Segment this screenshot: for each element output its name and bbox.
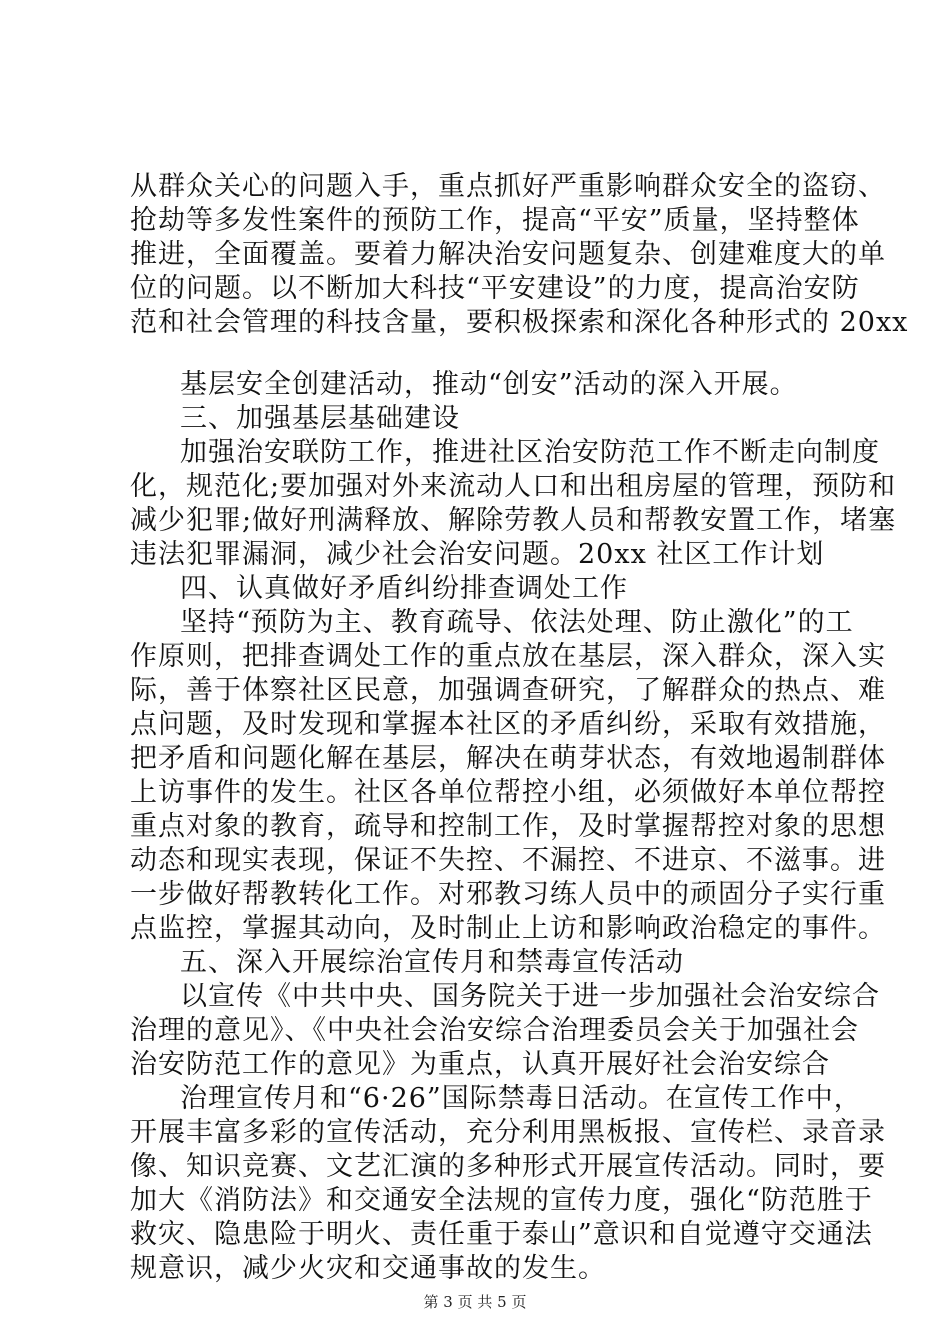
text-line: 重点对象的教育，疏导和控制工作，及时掌握帮控对象的思想	[130, 811, 886, 842]
text-line: 抢劫等多发性案件的预防工作，提高“平安”质量，坚持整体	[130, 205, 860, 236]
text-line: 加大《消防法》和交通安全法规的宣传力度，强化“防范胜于	[130, 1185, 873, 1216]
text-line: 点问题，及时发现和掌握本社区的矛盾纠纷，采取有效措施，	[130, 709, 886, 740]
text-line: 基层安全创建活动，推动“创安”活动的深入开展。	[180, 369, 798, 400]
text-line: 开展丰富多彩的宣传活动，充分利用黑板报、宣传栏、录音录	[130, 1117, 886, 1148]
page-footer: 第 3 页 共 5 页	[423, 1293, 527, 1311]
paragraph-start: 加强治安联防工作，推进社区治安防范工作不断走向制度	[180, 437, 880, 468]
text-line: 上访事件的发生。社区各单位帮控小组，必须做好本单位帮控	[130, 777, 886, 808]
section-heading: 三、加强基层基础建设	[180, 403, 460, 434]
paragraph-start: 坚持“预防为主、教育疏导、依法处理、防止激化”的工	[180, 607, 854, 638]
section-heading: 五、深入开展综治宣传月和禁毒宣传活动	[180, 947, 684, 978]
text-line: 际，善于体察社区民意，加强调查研究，了解群众的热点、难	[130, 675, 886, 706]
text-line: 救灾、隐患险于明火、责任重于泰山”意识和自觉遵守交通法	[130, 1219, 873, 1250]
text-line: 从群众关心的问题入手，重点抓好严重影响群众安全的盗窃、	[130, 171, 886, 202]
text-line: 点监控，掌握其动向，及时制止上访和影响政治稳定的事件。	[130, 913, 886, 944]
text-line: 动态和现实表现，保证不失控、不漏控、不进京、不滋事。进	[130, 845, 886, 876]
text-line: 化，规范化;要加强对外来流动人口和出租房屋的管理，预防和	[130, 471, 897, 502]
text-line: 作原则，把排查调处工作的重点放在基层，深入群众，深入实	[130, 641, 886, 672]
text-line: 治理的意见》、《中央社会治安综合治理委员会关于加强社会	[130, 1015, 859, 1046]
text-line: 违法犯罪漏洞，减少社会治安问题。20xx 社区工作计划	[130, 539, 825, 570]
paragraph-start: 治理宣传月和“6·26”国际禁毒日活动。在宣传工作中，	[180, 1083, 862, 1114]
text-line: 推进，全面覆盖。要着力解决治安问题复杂、创建难度大的单	[130, 239, 886, 270]
text-line: 位的问题。以不断加大科技“平安建设”的力度，提高治安防	[130, 273, 860, 304]
text-line: 规意识，减少火灾和交通事故的发生。	[130, 1253, 606, 1284]
text-line: 范和社会管理的科技含量，要积极探索和深化各种形式的 20xx	[130, 307, 909, 338]
text-line: 治安防范工作的意见》为重点，认真开展好社会治安综合	[130, 1049, 830, 1080]
text-line: 把矛盾和问题化解在基层，解决在萌芽状态，有效地遏制群体	[130, 743, 886, 774]
text-line: 像、知识竞赛、文艺汇演的多种形式开展宣传活动。同时，要	[130, 1151, 886, 1182]
paragraph-start: 以宣传《中共中央、国务院关于进一步加强社会治安综合	[180, 981, 880, 1012]
text-line: 减少犯罪;做好刑满释放、解除劳教人员和帮教安置工作，堵塞	[130, 505, 897, 536]
section-heading: 四、认真做好矛盾纠纷排查调处工作	[180, 573, 628, 604]
text-line: 一步做好帮教转化工作。对邪教习练人员中的顽固分子实行重	[130, 879, 886, 910]
